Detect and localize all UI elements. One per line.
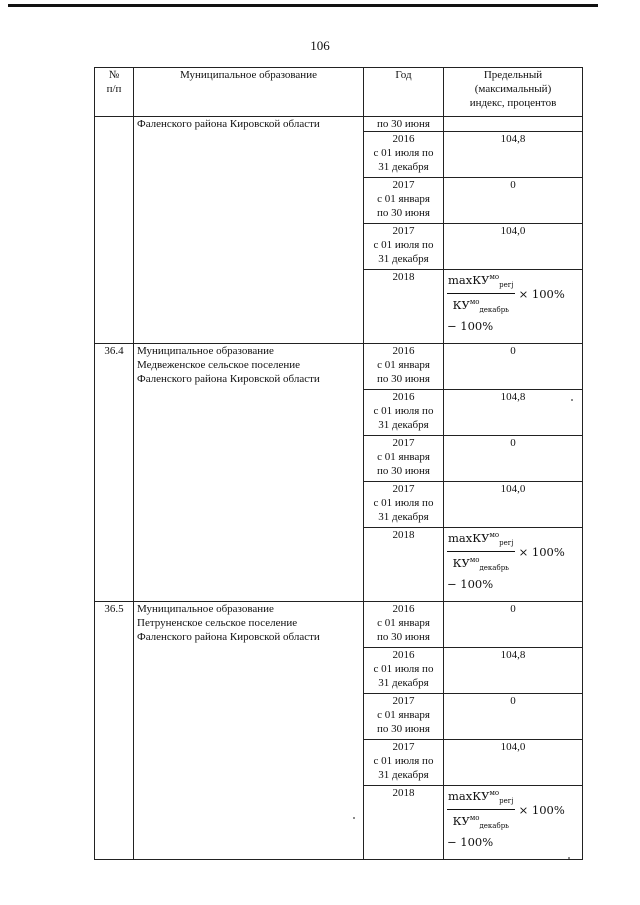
municipality-cell xyxy=(134,602,364,860)
top-rule xyxy=(8,4,598,7)
formula-fraction xyxy=(447,528,515,575)
formula-sub-reg: рег xyxy=(499,281,512,289)
year-cell xyxy=(364,694,444,740)
formula-minus: − 100% xyxy=(447,577,494,591)
formula-max-label: maxКУ xyxy=(448,273,490,287)
year-cell xyxy=(364,390,444,436)
formula-max-label: maxКУ xyxy=(448,531,490,545)
tariff-index-table xyxy=(94,67,583,860)
formula-sup-mo: мо xyxy=(469,298,480,306)
formula-numerator xyxy=(447,528,515,552)
formula-denominator xyxy=(452,552,510,575)
year-text: 2017 с 01 июля по 31 декабря xyxy=(373,225,434,265)
formula-fraction-line xyxy=(447,786,579,833)
index-value-cell: 0 xyxy=(444,436,583,482)
municipality-name: Муниципальное образование Петруненское сельское поселение Фаленского района Кировской области xyxy=(137,603,320,643)
formula-fraction-line xyxy=(447,528,579,575)
row-number: 36.4 xyxy=(95,344,134,602)
formula-numerator xyxy=(447,786,515,810)
year-text: 2017 с 01 января по 30 июня xyxy=(377,437,430,477)
year-text: 2018 xyxy=(392,529,415,541)
index-value-cell: 104,8 xyxy=(444,132,583,178)
municipality-name: Фаленского района Кировской области xyxy=(137,118,320,130)
table-row xyxy=(95,344,583,390)
formula-den-label: КУ xyxy=(452,298,470,312)
header-year-text: Год xyxy=(395,69,412,81)
formula-sub-reg: рег xyxy=(499,797,512,805)
index-value-cell xyxy=(444,528,583,602)
formula-times: × 100% xyxy=(518,286,565,301)
index-value-cell: 0 xyxy=(444,178,583,224)
formula-sub-dec: декабрь xyxy=(479,822,509,830)
header-index xyxy=(444,68,583,117)
table-row xyxy=(95,117,583,132)
formula-den-label: КУ xyxy=(452,814,470,828)
year-text: 2016 с 01 июля по 31 декабря xyxy=(373,133,434,173)
year-cell xyxy=(364,344,444,390)
index-value-cell: 0 xyxy=(444,694,583,740)
index-value-cell: 0 xyxy=(444,344,583,390)
year-cell xyxy=(364,270,444,344)
year-cell xyxy=(364,436,444,482)
year-text: 2017 с 01 июля по 31 декабря xyxy=(373,483,434,523)
year-text: 2016 с 01 июля по 31 декабря xyxy=(373,391,434,431)
formula-sub-j: j xyxy=(511,281,514,289)
formula-sup-mo: мо xyxy=(469,556,480,564)
formula-fraction xyxy=(447,270,515,317)
table-row xyxy=(95,602,583,648)
index-value-cell: 104,0 xyxy=(444,740,583,786)
header-municipality xyxy=(134,68,364,117)
page-number: 106 xyxy=(310,38,330,53)
formula-sup-mo: мо xyxy=(489,531,500,539)
year-cell xyxy=(364,178,444,224)
formula-sup-mo: мо xyxy=(489,789,500,797)
year-text: 2016 с 01 января по 30 июня xyxy=(377,345,430,385)
row-number: 36.5 xyxy=(95,602,134,860)
formula-sup-mo: мо xyxy=(469,814,480,822)
header-municipality-text: Муниципальное образование xyxy=(180,69,317,81)
formula-times: × 100% xyxy=(518,802,565,817)
year-cell xyxy=(364,528,444,602)
formula-fraction-line xyxy=(447,270,579,317)
header-number-text: № п/п xyxy=(106,69,122,95)
year-text: 2017 с 01 января по 30 июня xyxy=(377,179,430,219)
index-value-cell: 104,0 xyxy=(444,224,583,270)
year-text: 2018 xyxy=(392,271,415,283)
year-cell xyxy=(364,648,444,694)
formula-den-label: КУ xyxy=(452,556,470,570)
municipality-cell xyxy=(134,117,364,344)
index-value-cell: 0 xyxy=(444,602,583,648)
year-cell xyxy=(364,132,444,178)
year-cell xyxy=(364,602,444,648)
index-value-cell xyxy=(444,270,583,344)
formula-sub-dec: декабрь xyxy=(479,564,509,572)
municipality-cell xyxy=(134,344,364,602)
year-cell xyxy=(364,786,444,860)
year-cell xyxy=(364,224,444,270)
formula-minus: − 100% xyxy=(447,835,494,849)
year-text: 2018 xyxy=(392,787,415,799)
formula-times: × 100% xyxy=(518,544,565,559)
year-cell xyxy=(364,117,444,132)
formula-max-label: maxКУ xyxy=(448,789,490,803)
index-value-cell: 104,8 xyxy=(444,390,583,436)
year-text: по 30 июня xyxy=(377,118,430,130)
scan-speck xyxy=(568,857,570,859)
year-text: 2016 с 01 января по 30 июня xyxy=(377,603,430,643)
header-year xyxy=(364,68,444,117)
formula-fraction xyxy=(447,786,515,833)
formula-sup-mo: мо xyxy=(489,273,500,281)
table-header-row xyxy=(95,68,583,117)
formula-sub-j: j xyxy=(511,539,514,547)
scan-speck xyxy=(353,817,355,819)
index-value-cell: 104,0 xyxy=(444,482,583,528)
municipality-name: Муниципальное образование Медвеженское сельское поселение Фаленского района Кировской области xyxy=(137,345,320,385)
header-index-text: Предельный (максимальный) индекс, процентов xyxy=(469,69,557,109)
year-text: 2016 с 01 июля по 31 декабря xyxy=(373,649,434,689)
header-number xyxy=(95,68,134,117)
row-number xyxy=(95,117,134,344)
formula-denominator xyxy=(452,810,510,833)
year-cell xyxy=(364,740,444,786)
formula-sub-dec: декабрь xyxy=(479,306,509,314)
year-text: 2017 с 01 июля по 31 декабря xyxy=(373,741,434,781)
formula-sub-j: j xyxy=(511,797,514,805)
scan-speck xyxy=(571,399,573,401)
formula-denominator xyxy=(452,294,510,317)
year-cell xyxy=(364,482,444,528)
index-value-cell xyxy=(444,786,583,860)
index-formula xyxy=(447,270,579,333)
index-formula xyxy=(447,528,579,591)
formula-numerator xyxy=(447,270,515,294)
index-value-cell xyxy=(444,117,583,132)
year-text: 2017 с 01 января по 30 июня xyxy=(377,695,430,735)
index-formula xyxy=(447,786,579,849)
index-value-cell: 104,8 xyxy=(444,648,583,694)
formula-minus: − 100% xyxy=(447,319,494,333)
formula-sub-reg: рег xyxy=(499,539,512,547)
